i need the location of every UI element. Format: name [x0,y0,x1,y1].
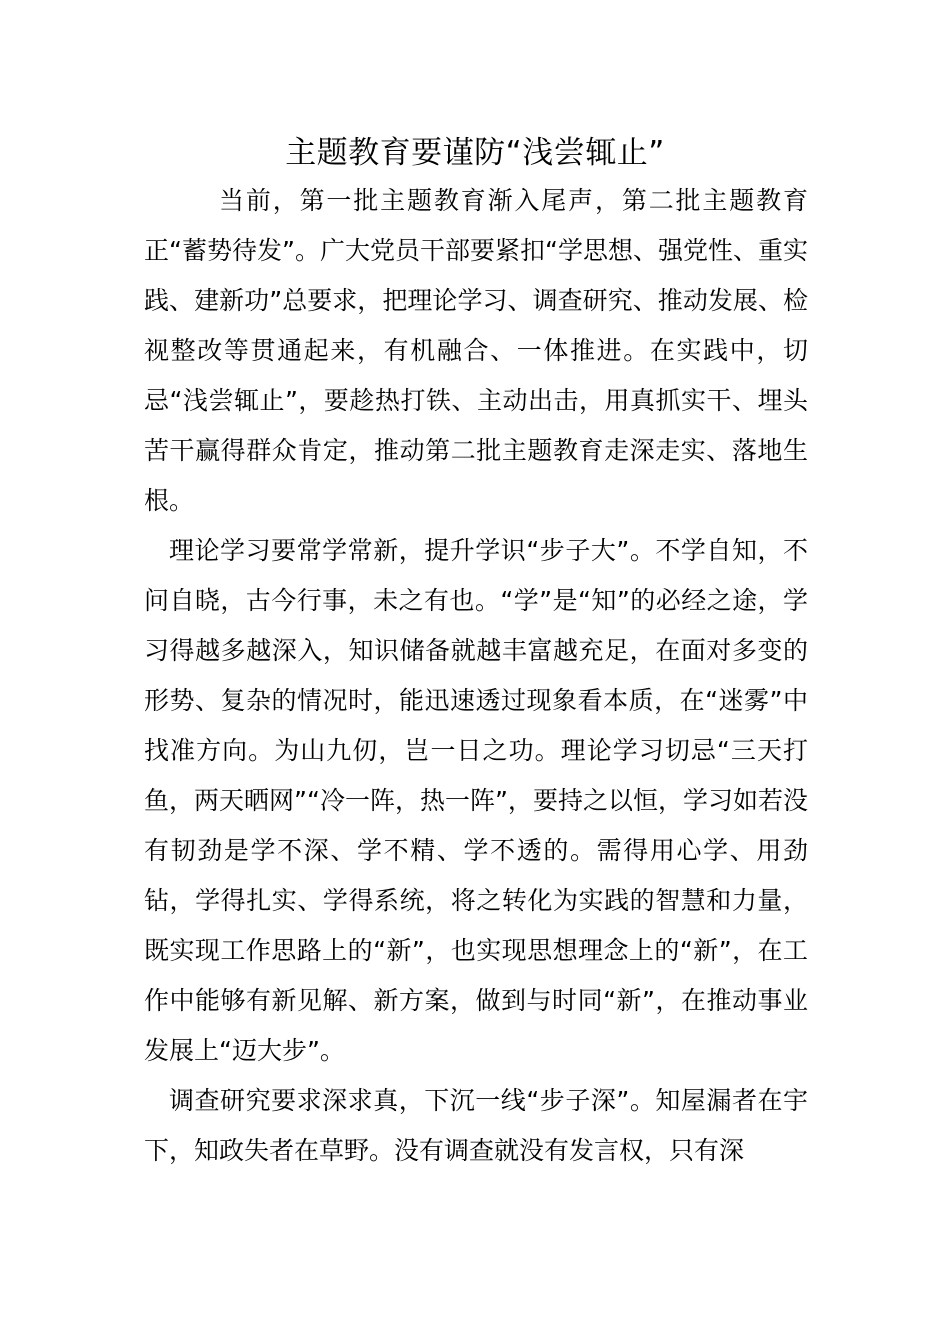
paragraph-intro: 当前，第一批主题教育渐入尾声，第二批主题教育正“蓄势待发”。广大党员干部要紧扣“学思想、强党性、重实践、建新功”总要求，把理论学习、调查研究、推动发展、检视整改等贯通起来，有机融合、一体推进。在实践中，切忌“浅尝辄止”，要趁热打铁、主动出击，用真抓实干、埋头苦干赢得群众肯定，推动第二批主题教育走深走实、落地生根。 [144,186,808,515]
document-title: 主题教育要谨防“浅尝辄止” [285,135,665,171]
document-body [144,176,808,1176]
paragraph-investigation: 调查研究要求深求真，下沉一线“步子深”。知屋漏者在宇下，知政失者在草野。没有调查就没有发言权，只有深 [144,1086,808,1165]
paragraph-theory-study: 理论学习要常学常新，提升学识“步子大”。不学自知，不问自晓，古今行事，未之有也。“学”是“知”的必经之途，学习得越多越深入，知识储备就越丰富越充足，在面对多变的形势、复杂的情况时，能迅速透过现象看本质，在“迷雾”中找准方向。为山九仞，岂一日之功。理论学习切忌“三天打鱼，两天晒网”“冷一阵，热一阵”，要持之以恒，学习如若没有韧劲是学不深、学不精、学不透的。需得用心学、用劲钻，学得扎实、学得系统，将之转化为实践的智慧和力量，既实现工作思路上的“新”，也实现思想理念上的“新”，在工作中能够有新见解、新方案，做到与时同“新”，在推动事业发展上“迈大步”。 [144,536,808,1065]
